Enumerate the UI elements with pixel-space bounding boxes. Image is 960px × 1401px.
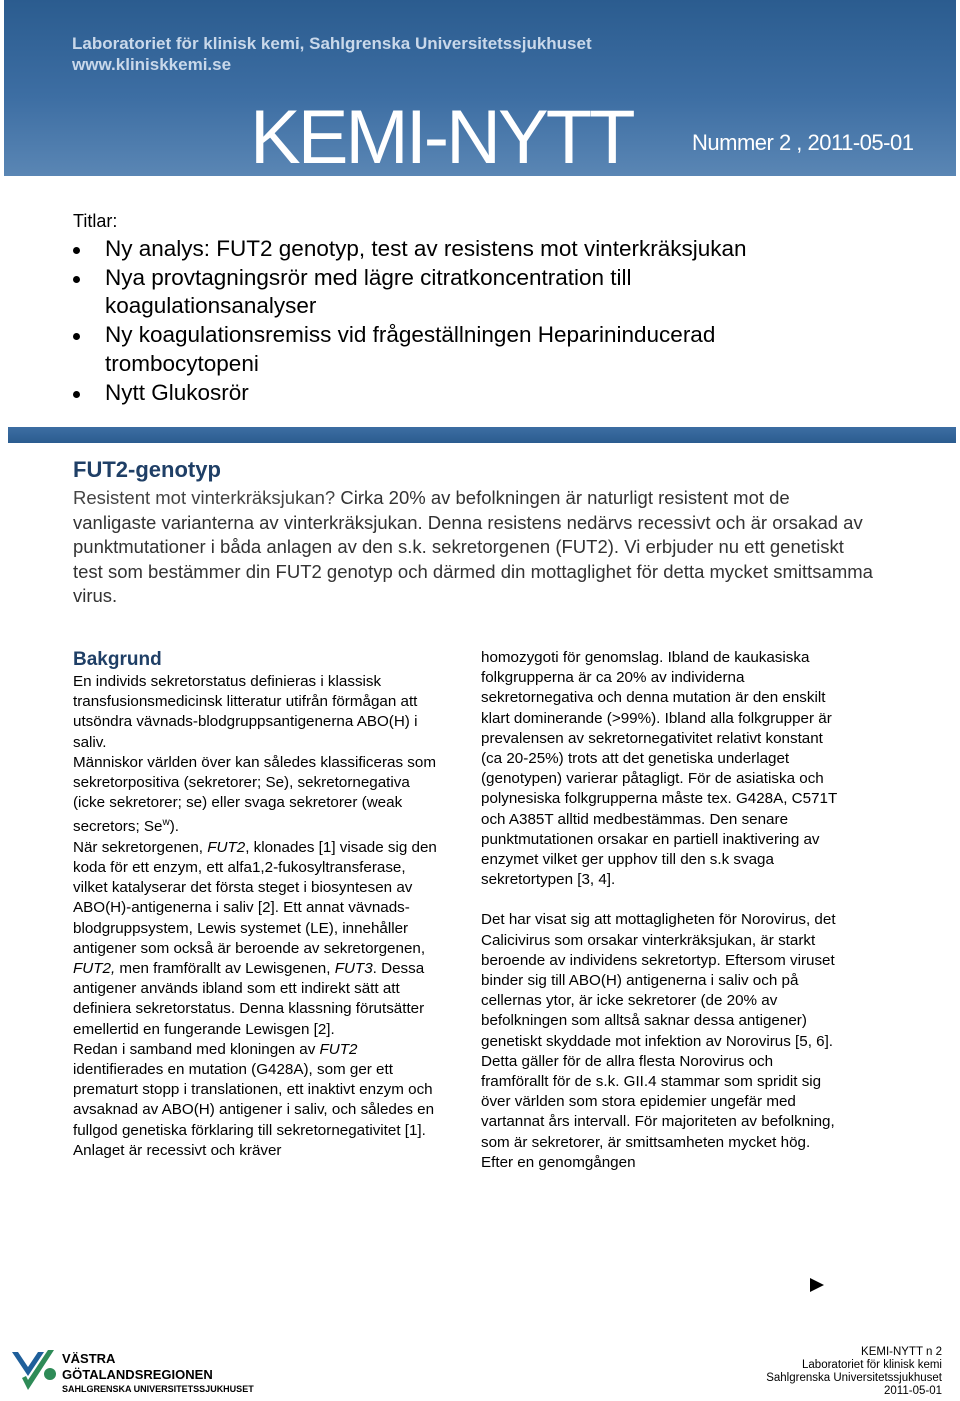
toc-item: Ny koagulationsremiss vid frågeställningen Heparininducerad trombocytopeni <box>73 321 833 378</box>
paragraph: homozygoti för genomslag. Ibland de kaukasiska folkgrupperna är ca 20% av individerna sekretornegativa och denna mutation är den enskilt klart dominerande (>99%). Ibland alla folkgrupper är prevalensen av sekretornegativitet relativt konstant (ca 20-25%) trots att det genetiska underlaget (genotypen) varierar påtagligt. För de asiatiska och polynesiska folkgrupperna måste tex. G428A, C571T och A385T alltid medbestämmas. Den senare punktmutationen orsakar en partiell inaktivering av enzymet vilket ger upphov till den s.k svaga sekretortypen [3, 4]. <box>481 649 837 889</box>
masthead <box>4 0 956 176</box>
paragraph: En individs sekretorstatus definieras i klassisk transfusionsmedicinsk litteratur utifrån förmågan att utsöndra vävnads-blodgruppsantigenerna ABO(H) i saliv. <box>73 673 418 751</box>
section-heading: Bakgrund <box>73 649 162 670</box>
section-divider <box>8 427 956 443</box>
continue-arrow-icon <box>810 1278 824 1292</box>
paragraph: Det har visat sig att mottagligheten för Norovirus, det Calicivirus som orsakar vinterkräksjukan, är starkt beroende av individens sekretortyp. Eftersom viruset binder sig till ABO(H) antigenerna i saliv och på cellernas ytor, är icke sekretorer (de 20% av befolkningen som alltså saknar dessa antigener) genetiskt skyddade mot infektion av Norovirus [5, 6]. Detta gäller för de allra flesta Norovirus och framförallt för de s.k. GII.4 stammar som spridit sig över världen som stora epidemier ungefär med vartannat års intervall. För majoriteten av befolkning, som är sekretorer, är smittsamheten mycket hög. Efter en genomgången <box>481 911 836 1171</box>
article-intro <box>73 486 873 609</box>
article-title: FUT2-genotyp <box>73 457 221 482</box>
toc-item: Ny analys: FUT2 genotyp, test av resistens mot vinterkräksjukan <box>73 235 833 264</box>
page-footer <box>766 1346 942 1398</box>
footer-date: 2011-05-01 <box>884 1385 942 1397</box>
issue-number: Nummer 2 , 2011-05-01 <box>692 130 914 155</box>
table-of-contents <box>73 235 833 407</box>
org-name: Laboratoriet för klinisk kemi, Sahlgrenska Universitetssjukhuset <box>72 34 592 53</box>
logo-line-1: VÄSTRA <box>62 1351 116 1366</box>
toc-item: Nytt Glukosrör <box>73 379 833 408</box>
toc-label: Titlar: <box>73 211 118 231</box>
logo-line-2: GÖTALANDSREGIONEN <box>62 1367 213 1382</box>
intro-body: Cirka 20% av befolkningen är naturligt resistent mot de vanligaste varianterna av vinterkräksjukan. Denna resistens nedärvs recessivt och är orsakad av punktmutationer i båda anlagen av den s.k. sekretorgenen (FUT2). Vi erbjuder nu ett genetiskt test som bestämmer din FUT2 genotyp och därmed din mottaglighet för detta mycket smittsamma virus. <box>73 487 873 607</box>
footer-lab: Laboratoriet för klinisk kemi <box>802 1359 942 1371</box>
footer-page: KEMI-NYTT n 2 <box>861 1346 942 1358</box>
website-link[interactable]: www.kliniskkemi.se <box>72 55 232 74</box>
intro-lead: Resistent mot vinterkräksjukan? <box>73 487 336 508</box>
paragraph: Redan i samband med kloningen av FUT2 identifierades en mutation (G428A), som ger ett prematurt stopp i translationen, ett inaktivt enzym och avsaknad av ABO(H) antigener i saliv, och således en fullgod genetiska förklaring till sekretornegativitet [1]. Anlaget är recessivt och kräver <box>73 1040 435 1159</box>
vgr-logo-icon <box>8 1346 268 1396</box>
column-right <box>481 648 841 1173</box>
toc-item: Nya provtagningsrör med lägre citratkoncentration till koagulationsanalyser <box>73 264 833 321</box>
newsletter-title: KEMI-NYTT <box>250 95 633 176</box>
column-left <box>73 648 443 1161</box>
vgr-logo <box>8 1346 268 1401</box>
paragraph: Människor världen över kan således klassificeras som sekretorpositiva (sekretorer; Se), sekretornegativa (icke sekretorer; se) eller svaga sekretorer (weak secretors; Se$^w$). <box>73 753 436 836</box>
paragraph: När sekretorgenen, FUT2, klonades [1] visade sig den koda för ett enzym, ett alfa1,2-fukosyltransferase, vilket katalyserar det första steget i biosyntesen av ABO(H)-antigenerna i saliv [2]. Ett annat vävnads-blodgruppsystem, Lewis systemet (LE), innehåller antigener som också är beroende av sekretorgenen, FUT2, men framförallt av Lewisgenen, FUT3. Dessa antigener används ibland som ett indirekt sätt att definiera sekretorstatus. Denna klassning förutsätter emellertid en fungerande Lewisgen [2]. <box>73 838 437 1038</box>
footer-hospital: Sahlgrenska Universitetssjukhuset <box>766 1372 942 1384</box>
logo-line-3: SAHLGRENSKA UNIVERSITETSSJUKHUSET <box>62 1384 254 1394</box>
